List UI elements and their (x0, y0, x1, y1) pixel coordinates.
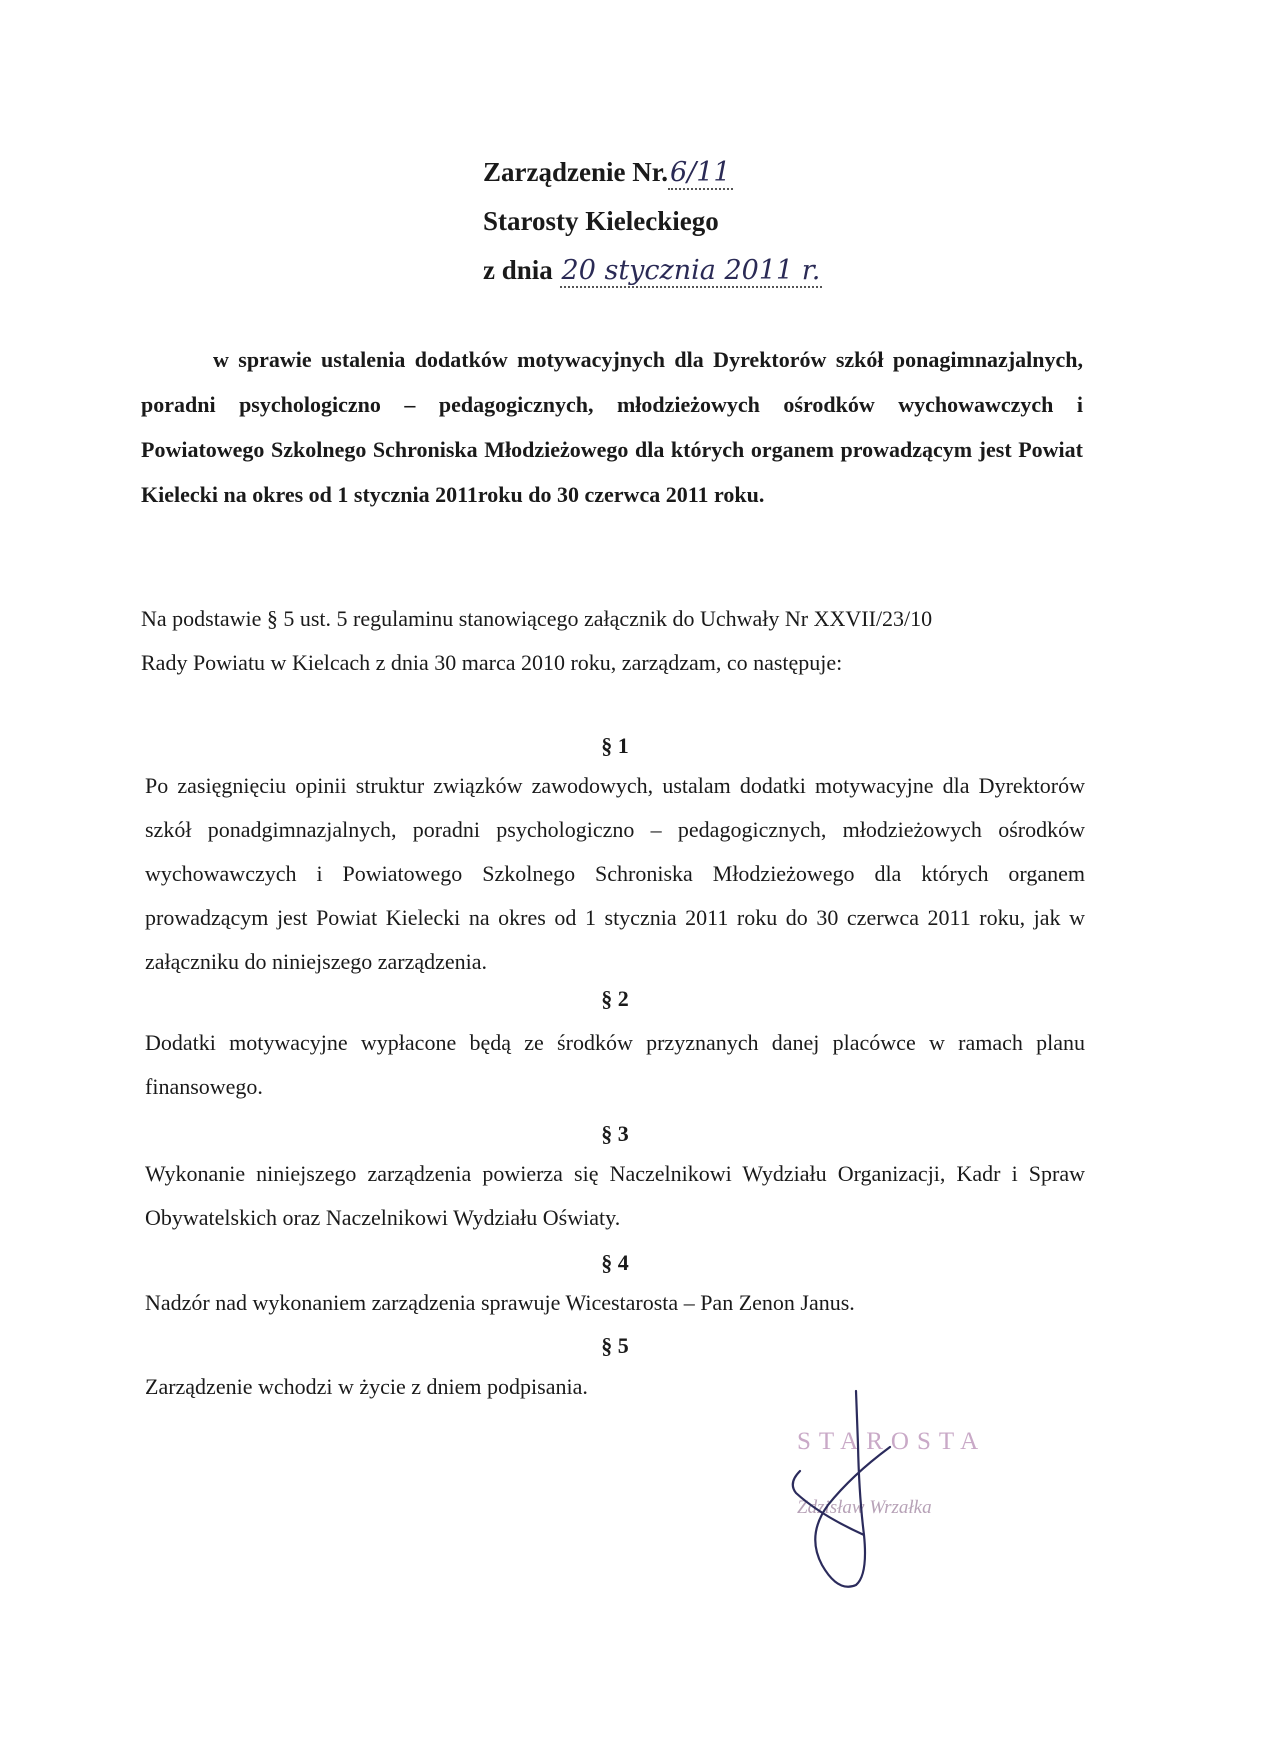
section-1-text: Po zasięgnięciu opinii struktur związków zawodowych, ustalam dodatki motywacyjne dla Dyrektorów szkół ponadgimnazjalnych, poradni psychologiczno – pedagogicznych, młodzieżowych ośrodków wychowawczych i Powiatowego Szkolnego Schroniska Młodzieżowego dla których organem prowadzącym jest Powiat Kielecki na okres od 1 stycznia 2011 roku do 30 czerwca 2011 roku, jak w załączniku do niniejszego zarządzenia. (145, 773, 1085, 974)
date-prefix: z dnia (483, 255, 560, 285)
issuing-authority: Starosty Kieleckiego (483, 206, 719, 236)
section-5-text: Zarządzenie wchodzi w życie z dniem podpisania. (145, 1374, 588, 1399)
handwritten-date: 20 stycznia 2011 r. (561, 255, 821, 286)
section-3-text: Wykonanie niniejszego zarządzenia powierza się Naczelnikowi Wydziału Organizacji, Kadr i Spraw Obywatelskich oraz Naczelnikowi Wydziału Oświaty. (145, 1161, 1085, 1230)
stamp-title: STAROSTA (797, 1428, 987, 1455)
subject-paragraph: w sprawie ustalenia dodatków motywacyjnych dla Dyrektorów szkół ponagimnazjalnych, poradni psychologiczno – pedagogicznych, młodzieżowych ośrodków wychowawczych i Powiatowego Szkolnego Schroniska Młodzieżowego dla których organem prowadzącym jest Powiat Kielecki na okres od 1 stycznia 2011roku do 30 czerwca 2011 roku. (141, 347, 1083, 507)
document-date (483, 246, 822, 295)
section-5-title: § 5 (601, 1333, 629, 1358)
section-2-title: § 2 (601, 986, 629, 1011)
legal-basis-line-2: Rady Powiatu w Kielcach z dnia 30 marca 2010 roku, zarządzam, co następuje: (141, 650, 843, 675)
section-4-text: Nadzór nad wykonaniem zarządzenia sprawuje Wicestarosta – Pan Zenon Janus. (145, 1290, 855, 1315)
document-title (483, 148, 822, 197)
title-prefix: Zarządzenie Nr. (483, 157, 668, 187)
document-header (483, 148, 822, 295)
section-4-title: § 4 (601, 1250, 629, 1275)
stamp-name: Zdzisław Wrzałka (797, 1497, 932, 1518)
legal-basis (141, 597, 1083, 685)
handwritten-number: 6/11 (669, 157, 731, 188)
section-1-title: § 1 (601, 733, 629, 758)
section-2-text: Dodatki motywacyjne wypłacone będą ze środków przyznanych danej placówce w ramach planu finansowego. (145, 1030, 1085, 1099)
legal-basis-line-1: Na podstawie § 5 ust. 5 regulaminu stanowiącego załącznik do Uchwały Nr XXVII/23/10 (141, 606, 933, 631)
handwritten-signature (760, 1385, 940, 1595)
section-3-title: § 3 (601, 1121, 629, 1146)
